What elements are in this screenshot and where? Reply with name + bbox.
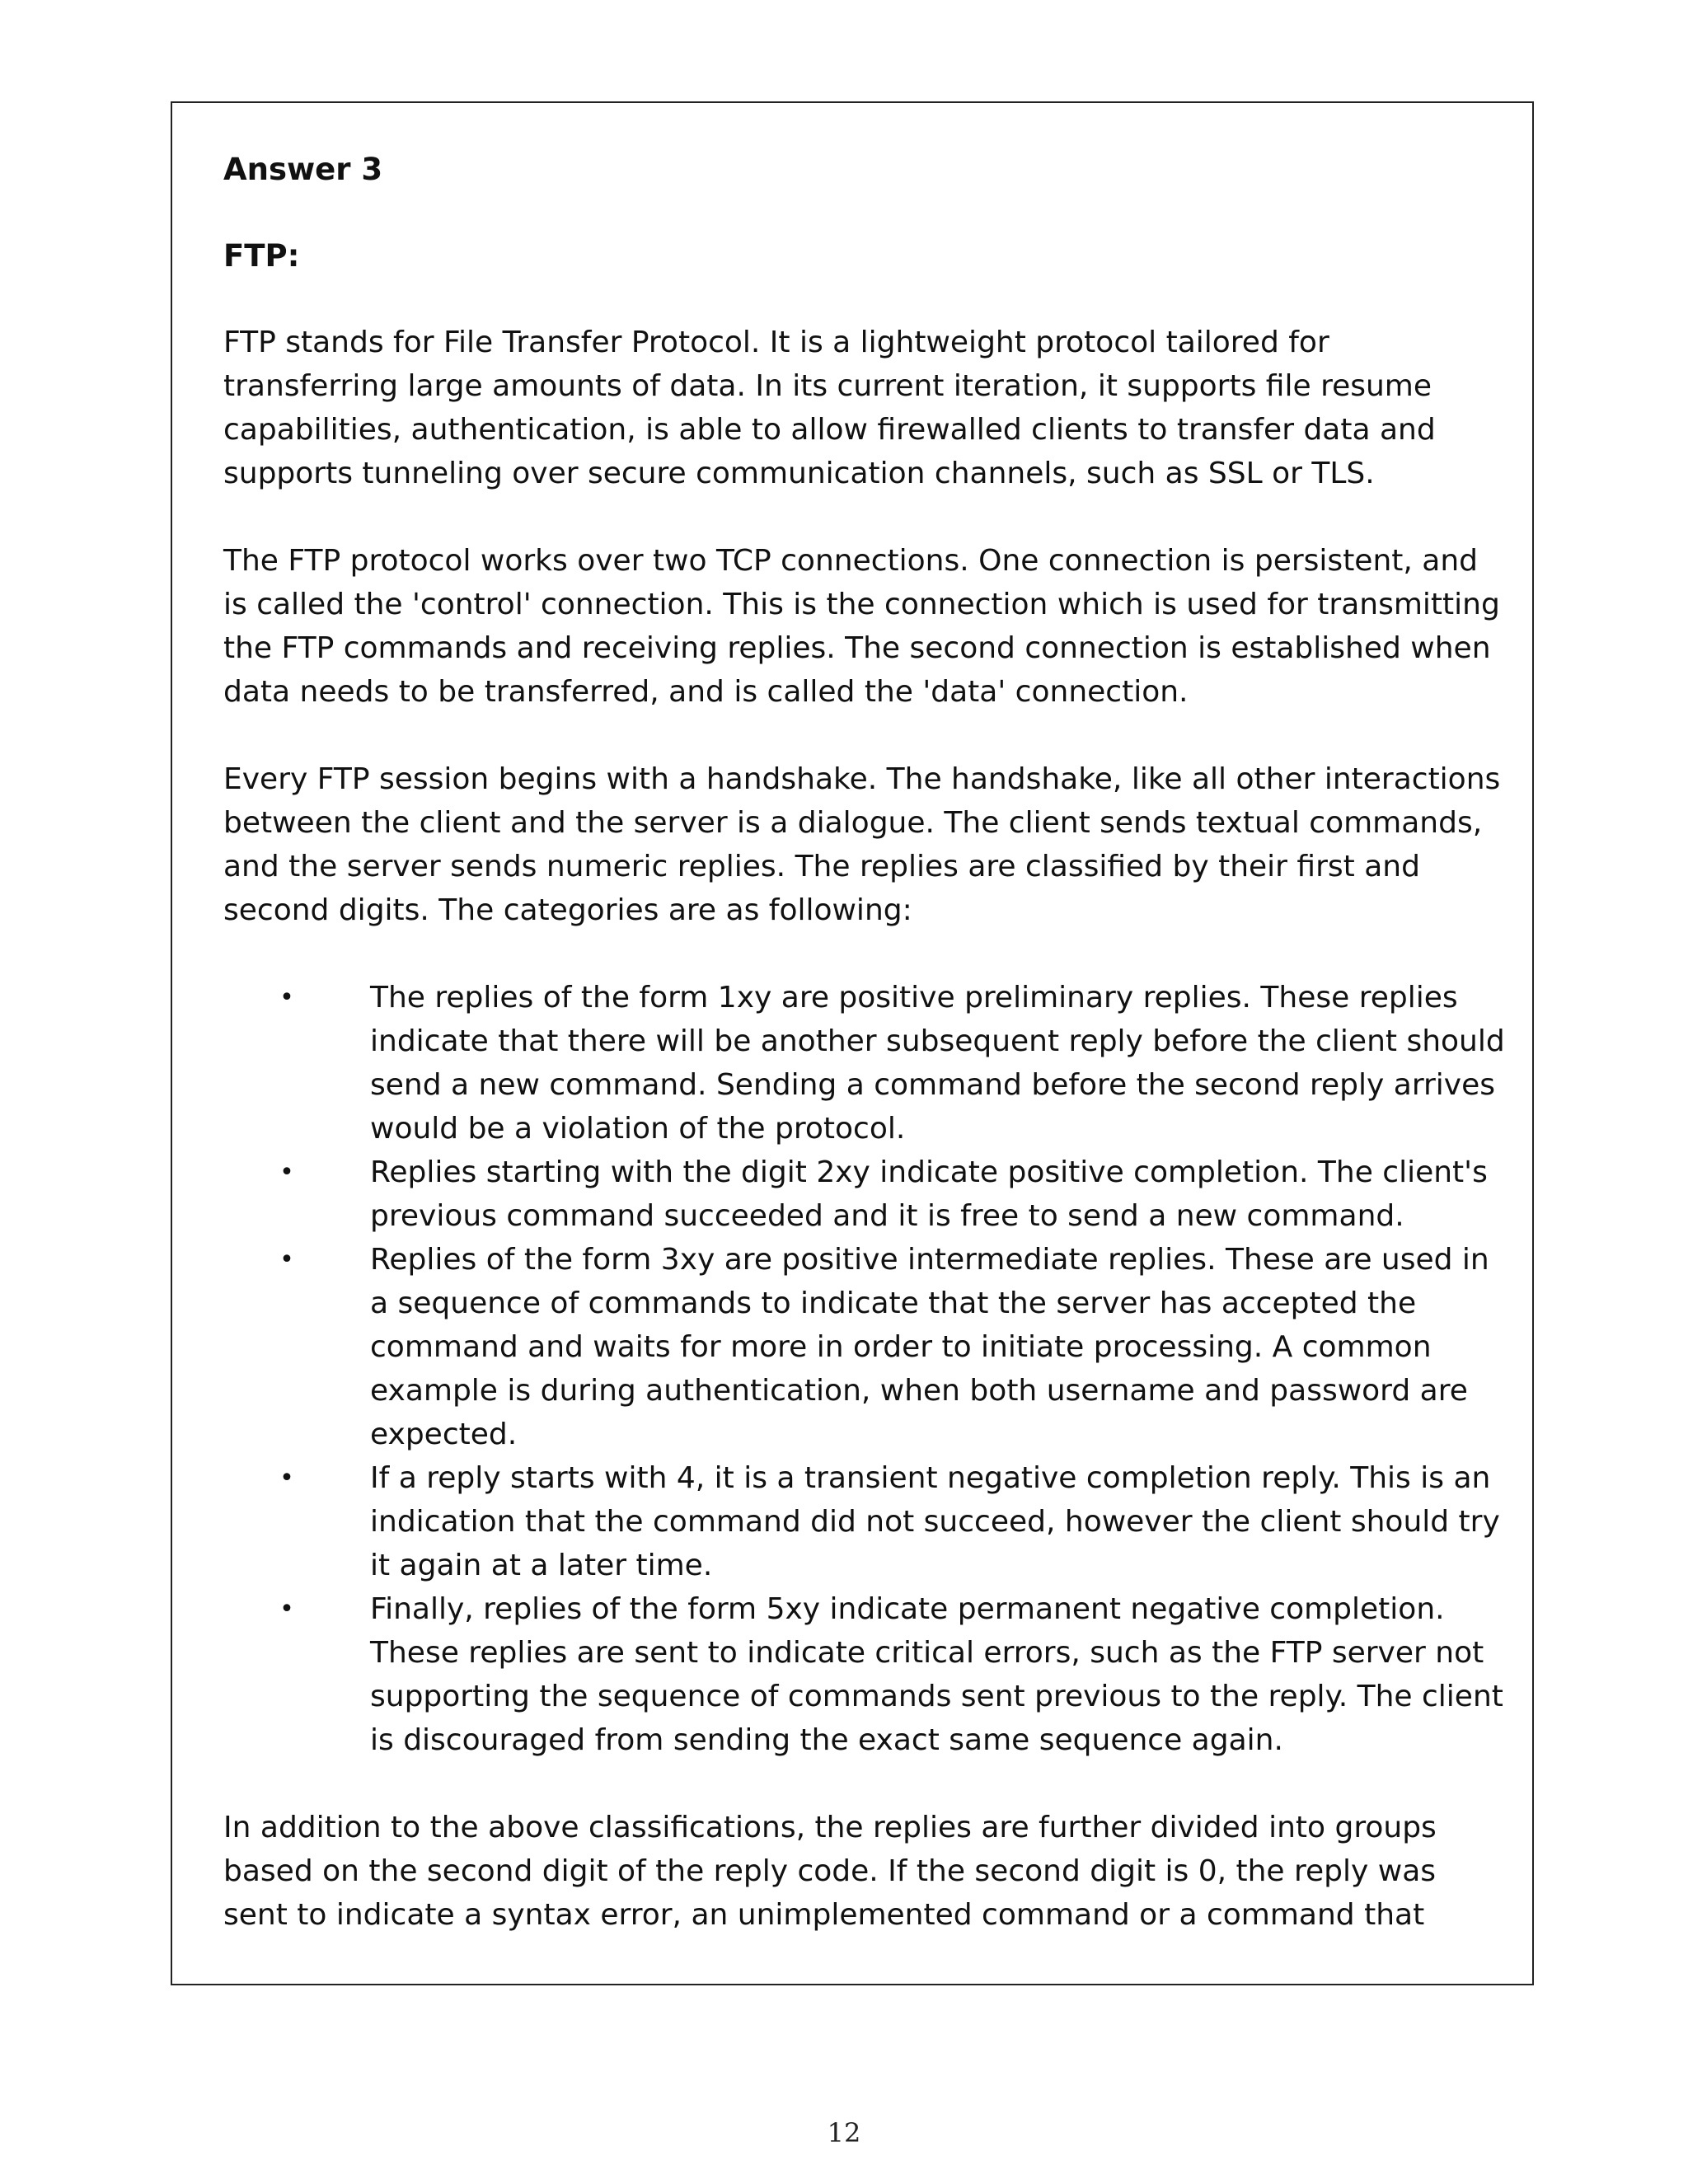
list-item-text: Replies starting with the digit 2xy indicate positive completion. The client's previous command succeeded and it is free to send a new command. bbox=[370, 1155, 1488, 1233]
list-item bbox=[223, 1151, 1506, 1238]
bullet-icon: • bbox=[279, 1245, 294, 1274]
paragraph-tcp-connections: The FTP protocol works over two TCP connections. One connection is persistent, and is called the 'control' connection. This is the connection which is used for transmitting the FTP commands and receiving replies. The second connection is established when data needs to be transferred, and is called the 'data' connection. bbox=[223, 544, 1500, 709]
section-heading-ftp: FTP: bbox=[223, 238, 300, 274]
list-item bbox=[223, 1456, 1506, 1587]
list-item bbox=[223, 976, 1506, 1151]
page-number: 12 bbox=[827, 2117, 861, 2149]
paragraph-handshake: Every FTP session begins with a handshake. The handshake, like all other interactions between the client and the server is a dialogue. The client sends textual commands, and the server sends numeric replies. The replies are classified by their first and second digits. The categories are as following: bbox=[223, 762, 1501, 927]
reply-categories-list bbox=[223, 976, 1506, 1762]
bullet-icon: • bbox=[279, 1464, 294, 1493]
answer-content bbox=[223, 148, 1506, 1937]
paragraph-reply-groups: In addition to the above classifications, the replies are further divided into groups based on the second digit of the reply code. If the second digit is 0, the reply was sent to indicate a syntax error, an unimplemented command or a command that bbox=[223, 1811, 1437, 1932]
list-item-text: Finally, replies of the form 5xy indicate permanent negative completion. These replies are sent to indicate critical errors, such as the FTP server not supporting the sequence of commands sent previous to the reply. The client is discouraged from sending the exact same sequence again. bbox=[370, 1592, 1503, 1757]
answer-heading: Answer 3 bbox=[223, 152, 383, 187]
list-item-text: If a reply starts with 4, it is a transient negative completion reply. This is an indication that the command did not succeed, however the client should try it again at a later time. bbox=[370, 1461, 1500, 1582]
list-item bbox=[223, 1238, 1506, 1456]
bullet-icon: • bbox=[279, 983, 294, 1012]
answer-box bbox=[171, 101, 1534, 1985]
paragraph-ftp-definition: FTP stands for File Transfer Protocol. It is a lightweight protocol tailored for transferring large amounts of data. In its current iteration, it supports file resume capabilities, authentication, is able to allow firewalled clients to transfer data and supports tunneling over secure communication channels, such as SSL or TLS. bbox=[223, 326, 1436, 490]
list-item-text: Replies of the form 3xy are positive intermediate replies. These are used in a sequence of commands to indicate that the server has accepted the command and waits for more in order to initiate processing. A common example is during authentication, when both username and password are expected. bbox=[370, 1243, 1489, 1451]
bullet-icon: • bbox=[279, 1158, 294, 1187]
list-item bbox=[223, 1587, 1506, 1762]
bullet-icon: • bbox=[279, 1595, 294, 1624]
list-item-text: The replies of the form 1xy are positive preliminary replies. These replies indicate that there will be another subsequent reply before the client should send a new command. Sending a command before the second reply arrives would be a violation of the protocol. bbox=[370, 981, 1505, 1146]
